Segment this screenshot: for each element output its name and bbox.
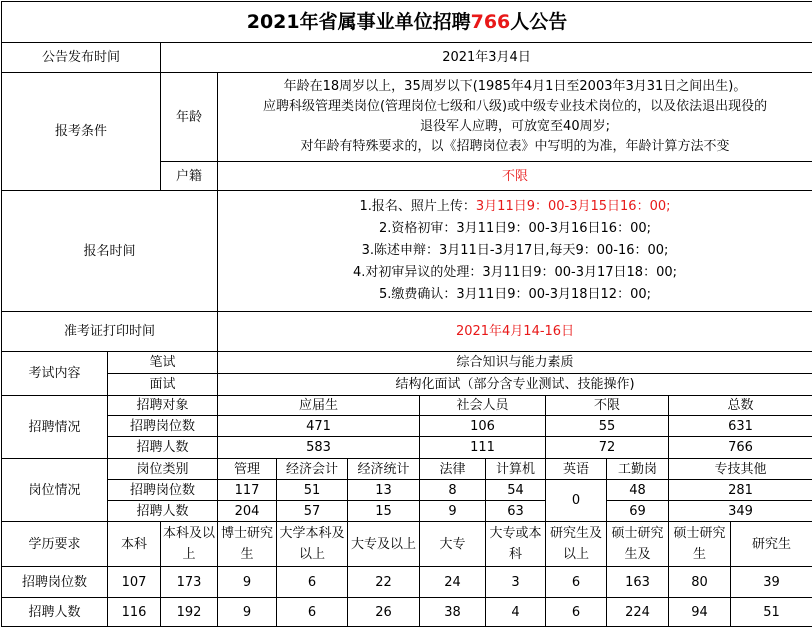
age-line: 年龄在18周岁以上，35周岁以下(1985年4月1日至2003年3月31日之间出生)。 — [283, 79, 747, 94]
conditions-label: 报考条件 — [2, 73, 161, 191]
education-cell: 6 — [546, 598, 607, 627]
title-prefix: 2021年省属事业单位招聘 — [246, 10, 471, 33]
registration-line: 4.对初审异议的处理：3月11日9：00-3月17日18：00; — [353, 265, 678, 280]
education-cell: 51 — [731, 598, 812, 627]
positions-cell: 8 — [420, 480, 486, 501]
title-number: 766 — [470, 10, 511, 33]
education-cell: 39 — [731, 567, 812, 598]
announcement-table — [1, 1, 812, 627]
recruit-cell: 583 — [218, 437, 420, 459]
positions-cell: 69 — [607, 501, 669, 522]
age-requirements — [218, 73, 812, 162]
interview-label: 面试 — [108, 374, 218, 396]
positions-col: 专技其他 — [669, 459, 812, 480]
exam-label: 考试内容 — [2, 352, 108, 396]
positions-col: 法律 — [420, 459, 486, 480]
education-cell: 38 — [420, 598, 486, 627]
registration-line: 5.缴费确认：3月11日9：00-3月18日12：00; — [379, 287, 652, 302]
positions-row-label: 招聘岗位数 — [108, 480, 218, 501]
recruit-col: 社会人员 — [420, 396, 546, 416]
education-col: 本科 — [108, 522, 161, 567]
recruit-col: 不限 — [546, 396, 669, 416]
education-cell: 6 — [546, 567, 607, 598]
recruit-cell: 766 — [669, 437, 812, 459]
positions-cell: 15 — [348, 501, 420, 522]
education-cell: 22 — [348, 567, 420, 598]
recruit-cell: 471 — [218, 416, 420, 437]
education-col: 大学本科及以上 — [277, 522, 348, 567]
recruit-cell: 72 — [546, 437, 669, 459]
age-line: 应聘科级管理类岗位(管理岗位七级和八级)或中级专业技术岗位的，以及依法退出现役的 — [262, 99, 768, 114]
education-cell: 6 — [277, 598, 348, 627]
education-label: 学历要求 — [2, 522, 108, 567]
written-value: 综合知识与能力素质 — [218, 352, 812, 374]
recruit-col: 总数 — [669, 396, 812, 416]
recruit-row-label: 招聘岗位数 — [108, 416, 218, 437]
positions-cell: 63 — [486, 501, 546, 522]
positions-header-label: 岗位类别 — [108, 459, 218, 480]
positions-cell: 51 — [277, 480, 348, 501]
education-cell: 94 — [669, 598, 731, 627]
education-cell: 80 — [669, 567, 731, 598]
education-col: 硕士研究生及 — [607, 522, 669, 567]
age-label: 年龄 — [161, 73, 218, 162]
recruit-label: 招聘情况 — [2, 396, 108, 459]
positions-label: 岗位情况 — [2, 459, 108, 522]
registration-line: 3.陈述申辩：3月11日-3月17日,每天9：00-16：00; — [361, 243, 669, 258]
recruit-cell: 106 — [420, 416, 546, 437]
page-title — [2, 2, 812, 43]
education-cell: 9 — [218, 598, 277, 627]
publish-label: 公告发布时间 — [2, 43, 161, 73]
education-cell: 6 — [277, 567, 348, 598]
admission-label: 准考证打印时间 — [2, 312, 218, 352]
positions-col: 工勤岗 — [607, 459, 669, 480]
education-row-label: 招聘岗位数 — [2, 567, 108, 598]
recruit-cell: 631 — [669, 416, 812, 437]
education-col: 研究生及以上 — [546, 522, 607, 567]
positions-col: 经济会计 — [277, 459, 348, 480]
education-cell: 192 — [161, 598, 218, 627]
recruit-header-label: 招聘对象 — [108, 396, 218, 416]
education-cell: 4 — [486, 598, 546, 627]
education-cell: 24 — [420, 567, 486, 598]
education-col: 博士研究生 — [218, 522, 277, 567]
positions-col: 英语 — [546, 459, 607, 480]
education-col: 大专 — [420, 522, 486, 567]
positions-row-label: 招聘人数 — [108, 501, 218, 522]
recruit-cell: 55 — [546, 416, 669, 437]
education-cell: 224 — [607, 598, 669, 627]
registration-line: 1.报名、照片上传：3月11日9：00-3月15日16：00; — [359, 199, 671, 214]
education-col: 大专及以上 — [348, 522, 420, 567]
admission-value: 2021年4月14-16日 — [218, 312, 812, 352]
recruit-col: 应届生 — [218, 396, 420, 416]
positions-cell: 13 — [348, 480, 420, 501]
education-col: 本科及以上 — [161, 522, 218, 567]
education-cell: 163 — [607, 567, 669, 598]
education-cell: 9 — [218, 567, 277, 598]
education-cell: 26 — [348, 598, 420, 627]
education-row-label: 招聘人数 — [2, 598, 108, 627]
interview-value: 结构化面试（部分含专业测试、技能操作) — [218, 374, 812, 396]
recruit-cell: 111 — [420, 437, 546, 459]
education-cell: 107 — [108, 567, 161, 598]
age-line: 退役军人应聘，可放宽至40周岁; — [420, 119, 610, 134]
positions-cell: 9 — [420, 501, 486, 522]
written-label: 笔试 — [108, 352, 218, 374]
positions-cell: 349 — [669, 501, 812, 522]
recruit-row-label: 招聘人数 — [108, 437, 218, 459]
positions-cell: 57 — [277, 501, 348, 522]
positions-cell: 48 — [607, 480, 669, 501]
hukou-value: 不限 — [218, 162, 812, 191]
registration-label: 报名时间 — [2, 191, 218, 312]
positions-col: 经济统计 — [348, 459, 420, 480]
positions-cell: 204 — [218, 501, 277, 522]
education-col: 研究生 — [731, 522, 812, 567]
registration-schedule — [218, 191, 812, 312]
education-col: 大专或本科 — [486, 522, 546, 567]
education-cell: 116 — [108, 598, 161, 627]
positions-cell: 281 — [669, 480, 812, 501]
title-suffix: 人公告 — [510, 10, 568, 33]
positions-col: 计算机 — [486, 459, 546, 480]
age-line: 对年龄有特殊要求的，以《招聘岗位表》中写明的为准，年龄计算方法不变 — [300, 139, 730, 154]
positions-col: 管理 — [218, 459, 277, 480]
positions-english-cell: 0 — [546, 480, 607, 522]
education-col: 硕士研究生 — [669, 522, 731, 567]
education-cell: 173 — [161, 567, 218, 598]
positions-cell: 117 — [218, 480, 277, 501]
publish-value: 2021年3月4日 — [161, 43, 812, 73]
education-cell: 3 — [486, 567, 546, 598]
registration-line: 2.资格初审：3月11日9：00-3月16日16：00; — [379, 221, 652, 236]
hukou-label: 户籍 — [161, 162, 218, 191]
positions-cell: 54 — [486, 480, 546, 501]
